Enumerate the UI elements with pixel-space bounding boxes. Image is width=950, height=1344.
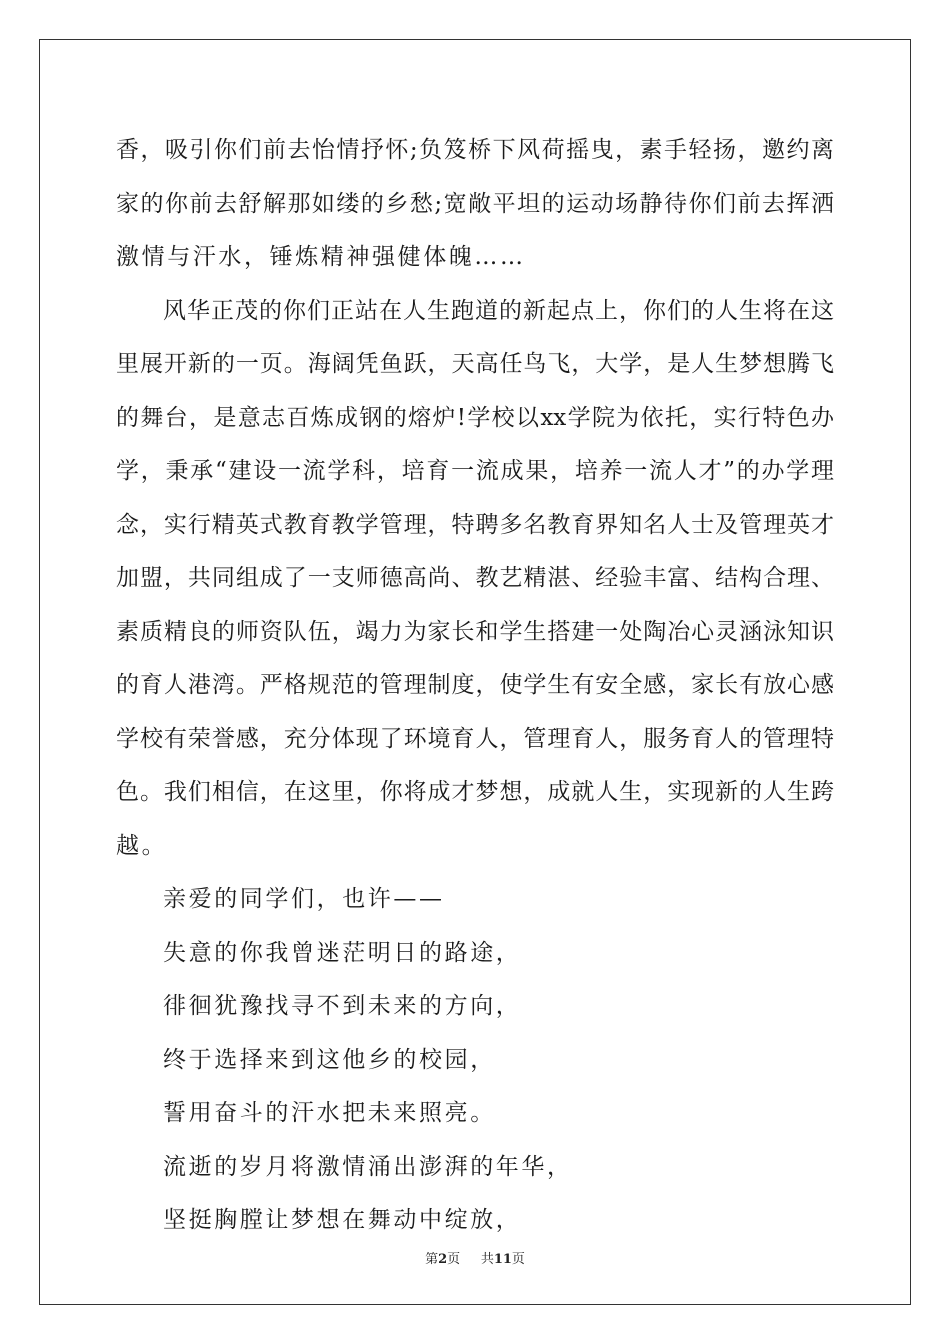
text-line: 素质精良的师资队伍，竭力为家长和学生搭建一处陶冶心灵涵泳知识	[116, 618, 834, 645]
poem-line: 坚挺胸膛让梦想在舞动中绽放，	[163, 1207, 522, 1233]
text-line: 加盟，共同组成了一支师德高尚、教艺精湛、经验丰富、结构合理、	[116, 565, 834, 591]
page-total-label	[481, 1252, 525, 1267]
text-line: 的育人港湾。严格规范的管理制度，使学生有安全感，家长有放心感	[116, 672, 834, 698]
poem-line: 誓用奋斗的汗水把未来照亮。	[163, 1100, 496, 1126]
poem-line: 徘徊犹豫找寻不到未来的方向，	[163, 993, 522, 1019]
total-suffix: 页	[511, 1252, 525, 1267]
poem-line: 终于选择来到这他乡的校园，	[163, 1046, 496, 1073]
text-line: 念，实行精英式教育教学管理，特聘多名教育界知名人士及管理英才	[116, 511, 834, 538]
page-suffix: 页	[447, 1252, 461, 1267]
text-line: 的舞台，是意志百炼成钢的熔炉!学校以xx学院为依托，实行特色办	[116, 404, 834, 431]
text-line: 学校有荣誉感，充分体现了环境育人，管理育人，服务育人的管理特	[116, 725, 834, 752]
poem-line: 流逝的岁月将激情涌出澎湃的年华，	[163, 1153, 573, 1180]
total-prefix: 共	[480, 1252, 494, 1267]
text-line: 色。我们相信，在这里，你将成才梦想，成就人生，实现新的人生跨	[116, 779, 834, 805]
paragraph-first-line: 风华正茂的你们正站在人生跑道的新起点上，你们的人生将在这	[163, 297, 834, 324]
document-body	[116, 124, 834, 1248]
page-footer	[0, 1248, 950, 1267]
current-page-number: 2	[438, 1252, 448, 1267]
poem-line: 失意的你我曾迷茫明日的路途，	[163, 939, 522, 966]
poem-intro: 亲爱的同学们，也许——	[163, 886, 445, 912]
text-line: 越。	[116, 832, 168, 859]
text-line: 香，吸引你们前去怡情抒怀;负笈桥下风荷摇曳，素手轻扬，邀约离	[116, 137, 834, 163]
text-line: 激情与汗水，锤炼精神强健体魄……	[116, 244, 526, 270]
page-number-label	[425, 1252, 460, 1267]
page-prefix: 第	[425, 1252, 439, 1267]
text-line: 学，秉承“建设一流学科，培育一流成果，培养一流人才”的办学理	[116, 458, 834, 484]
total-page-count: 11	[493, 1252, 512, 1267]
text-line: 里展开新的一页。海阔凭鱼跃，天高任鸟飞，大学，是人生梦想腾飞	[116, 351, 834, 377]
text-line: 家的你前去舒解那如缕的乡愁;宽敞平坦的运动场静待你们前去挥洒	[116, 190, 834, 217]
